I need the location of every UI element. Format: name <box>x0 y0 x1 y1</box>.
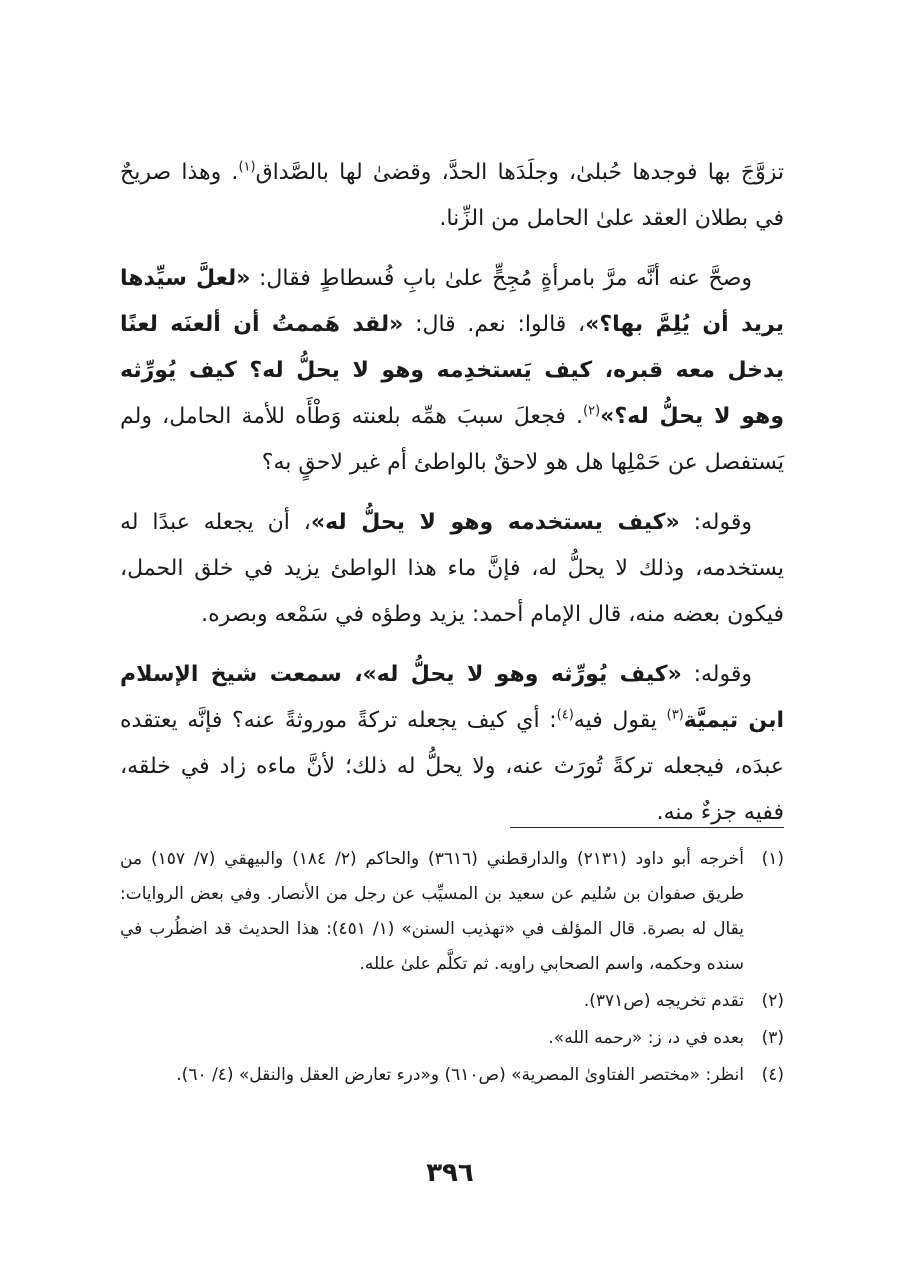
paragraph-4 <box>120 652 784 836</box>
p4-quote-1: «كيف يُورِّثه وهو لا يحلُّ له»، سمعت شيخ الإسلام ابن تيميَّة <box>120 662 785 733</box>
p2-text-3: . فجعلَ سببَ همِّه بلعنته وَطْأَه للأمة الحامل، ولم يَستفصل عن حَمْلِها هل هو لاحقٌ بالواطئ أم غير لاحقٍ به؟ <box>120 404 784 475</box>
p2-text-1: وصحَّ عنه أنَّه مرَّ بامرأةٍ مُجِحٍّ علىٰ بابِ فُسطاطٍ فقال: <box>250 266 752 291</box>
main-text <box>120 150 784 850</box>
p1-text-1: تزوَّجَ بها فوجدها حُبلىٰ، وجلَدَها الحدَّ، وقضىٰ لها بالصَّداق <box>255 160 784 185</box>
footnotes <box>120 842 784 1095</box>
p2-quote-2: «لقد هَممتُ أن ألعنَه لعنًا يدخل معه قبره، كيف يَستخدِمه وهو لا يحلُّ له؟ كيف يُورِّثه وهو لا يحلُّ له؟» <box>120 312 784 429</box>
p2-quote-1: «لعلَّ سيِّدها يريد أن يُلِمَّ بها؟» <box>120 266 784 337</box>
footnote-ref-2: (٢) <box>583 403 601 419</box>
footnote-number: (٢) <box>761 991 784 1011</box>
p4-text-1: وقوله: <box>681 662 752 687</box>
footnote-4 <box>120 1058 784 1093</box>
p4-text-2: يقول فيه <box>573 708 667 733</box>
p3-text-1: وقوله: <box>679 510 752 535</box>
paragraph-1 <box>120 150 784 242</box>
footnote-3 <box>120 1021 784 1056</box>
footnote-separator <box>510 827 784 828</box>
footnote-text: انظر: «مختصر الفتاوىٰ المصرية» (ص٦١٠) و«درء تعارض العقل والنقل» (٤/ ٦٠). <box>176 1065 744 1085</box>
paragraph-3 <box>120 500 784 638</box>
footnote-text: تقدم تخريجه (ص٣٧١). <box>583 991 744 1011</box>
footnote-number: (١) <box>761 849 784 869</box>
footnote-number: (٤) <box>761 1065 784 1085</box>
footnote-ref-4: (٤) <box>556 707 574 723</box>
paragraph-2 <box>120 256 784 486</box>
footnote-2 <box>120 984 784 1019</box>
footnote-ref-1: (١) <box>238 159 256 175</box>
p2-text-2: ، قالوا: نعم. قال: <box>403 312 586 337</box>
footnote-number: (٣) <box>761 1028 784 1048</box>
footnote-text: أخرجه أبو داود (٢١٣١) والدارقطني (٣٦١٦) والحاكم (٢/ ١٨٤) والبيهقي (٧/ ١٥٧) من طريق صفوان بن سُليم عن سعيد بن المسيِّب عن رجل من الأنصار. وفي بعض الروايات: يقال له بصرة. قال المؤلف في «تهذيب السنن» (١/ ٤٥١): هذا الحديث قد اضطُرب في سنده وحكمه، واسم الصحابي راويه. ثم تكلَّم علىٰ علله. <box>120 849 744 974</box>
p4-text-3: : أي كيف يجعله تركةً موروثةً عنه؟ فإنَّه يعتقده عبدَه، فيجعله تركةً تُورَث عنه، ولا يحلُّ له ذلك؛ لأنَّ ماءه زاد في خلقه، ففيه جزءٌ منه. <box>120 708 784 825</box>
p1-text-2: . وهذا صريحٌ في بطلان العقد علىٰ الحامل من الزِّنا. <box>120 160 784 231</box>
p3-text-2: ، أن يجعله عبدًا له يستخدمه، وذلك لا يحلُّ له، فإنَّ ماء هذا الواطئ يزيد في خلق الحمل، فيكون بعضه منه، قال الإمام أحمد: يزيد وطؤه في سَمْعه وبصره. <box>120 510 784 627</box>
footnote-text: بعده في د، ز: «رحمه الله». <box>548 1028 744 1048</box>
footnote-ref-3: (٣) <box>666 707 684 723</box>
page-number: ٣٩٦ <box>426 1158 474 1188</box>
footnote-1 <box>120 842 784 982</box>
p3-quote-1: «كيف يستخدمه وهو لا يحلُّ له» <box>310 510 680 535</box>
